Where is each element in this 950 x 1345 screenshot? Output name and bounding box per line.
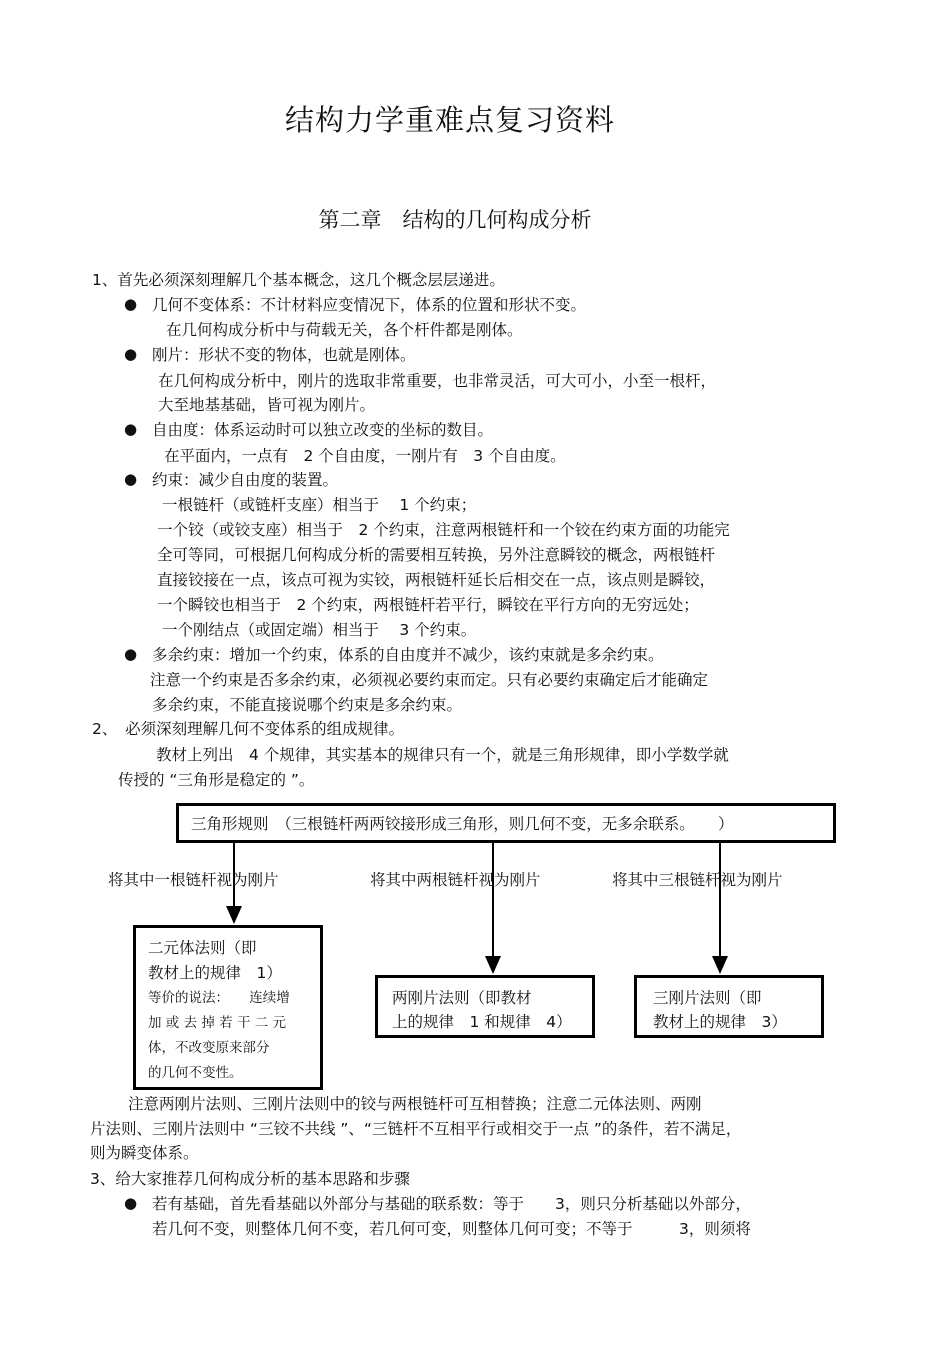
step-text: 若几何不变，则整体几何不变，若几何可变，则整体几何可变；不等于 3，则须将	[152, 1220, 751, 1238]
concept-geometric-invariant: 几何不变体系：不计材料应变情况下，体系的位置和形状不变。	[152, 296, 587, 314]
concept-constraint: 约束：减少自由度的装置。	[152, 471, 339, 489]
step-text: 若有基础，首先看基础以外部分与基础的联系数：等于 3，则只分析基础以外部分，	[152, 1195, 751, 1213]
concept-text: 在平面内，一点有 2 个自由度，一刚片有 3 个自由度。	[164, 447, 566, 465]
concept-text: 在几何构成分析中，刚片的选取非常重要，也非常灵活，可大可小，小至一根杆，	[158, 372, 717, 390]
bullet-icon: ●	[124, 645, 138, 663]
box1-line: 二元体法则（即	[148, 939, 257, 957]
box2-line: 两刚片法则（即教材	[392, 989, 532, 1007]
binary-body-rule-box	[133, 925, 323, 1090]
concept-text: 一个瞬铰也相当于 2 个约束，两根链杆若平行，瞬铰在平行方向的无穷远处；	[157, 596, 699, 614]
branch-label-3: 将其中三根链杆视为刚片	[612, 871, 783, 889]
bullet-icon: ●	[124, 295, 138, 313]
box3-line: 教材上的规律 3）	[653, 1013, 787, 1031]
concept-text: 一个铰（或铰支座）相当于 2 个约束，注意两根链杆和一个铰在约束方面的功能完	[157, 521, 730, 539]
branch-label-1: 将其中一根链杆视为刚片	[108, 871, 279, 889]
triangle-rule-box	[176, 803, 836, 843]
box3-line: 三刚片法则（即	[653, 989, 762, 1007]
section-2-heading: 2、 必须深刻理解几何不变体系的组成规律。	[92, 720, 405, 738]
bullet-icon: ●	[124, 345, 138, 363]
concept-text: 一根链杆（或链杆支座）相当于 1 个约束；	[162, 496, 477, 514]
chapter-heading: 第二章 结构的几何构成分析	[318, 208, 592, 232]
concept-redundant-constraint: 多余约束：增加一个约束，体系的自由度并不减少，该约束就是多余约束。	[152, 646, 664, 664]
concept-text: 在几何构成分析中与荷载无关，各个杆件都是刚体。	[166, 321, 523, 339]
box1-line: 教材上的规律 1）	[148, 964, 282, 982]
note-text: 片法则、三刚片法则中 “三铰不共线 ”、“三链杆不互相平行或相交于一点 ”的条件，若不满足，	[90, 1120, 742, 1138]
section-1-heading: 1、首先必须深刻理解几个基本概念，这几个概念层层递进。	[92, 271, 505, 289]
box1-note: 加 或 去 掉 若 干 二 元	[148, 1015, 287, 1031]
bullet-icon: ●	[124, 470, 138, 488]
box1-note: 的几何不变性。	[148, 1065, 243, 1081]
concept-text: 一个刚结点（或固定端）相当于 3 个约束。	[162, 621, 477, 639]
concept-text: 大至地基基础，皆可视为刚片。	[158, 396, 376, 414]
concept-text: 全可等同，可根据几何构成分析的需要相互转换，另外注意瞬铰的概念，两根链杆	[157, 546, 716, 564]
section-3-heading: 3、给大家推荐几何构成分析的基本思路和步骤	[90, 1170, 410, 1188]
three-rigid-body-rule-box	[634, 975, 824, 1038]
concept-text: 多余约束，不能直接说哪个约束是多余约束。	[152, 696, 463, 714]
box2-line: 上的规律 1 和规律 4）	[392, 1013, 572, 1031]
concept-text: 注意一个约束是否多余约束，必须视必要约束而定。只有必要约束确定后才能确定	[150, 671, 709, 689]
section-2-text: 教材上列出 4 个规律，其实基本的规律只有一个，就是三角形规律，即小学数学就	[156, 746, 729, 764]
note-text: 注意两刚片法则、三刚片法则中的铰与两根链杆可互相替换；注意二元体法则、两刚	[128, 1095, 702, 1113]
box1-note: 等价的说法： 连续增	[148, 990, 290, 1006]
document-title: 结构力学重难点复习资料	[284, 103, 615, 137]
concept-degrees-of-freedom: 自由度：体系运动时可以独立改变的坐标的数目。	[152, 421, 494, 439]
concept-rigid-body: 刚片：形状不变的物体，也就是刚体。	[152, 346, 416, 364]
concept-text: 直接铰接在一点，该点可视为实铰，两根链杆延长后相交在一点，该点则是瞬铰，	[157, 571, 716, 589]
bullet-icon: ●	[124, 1194, 138, 1212]
section-2-text: 传授的 “三角形是稳定的 ”。	[118, 771, 315, 789]
two-rigid-body-rule-box	[375, 975, 595, 1038]
note-text: 则为瞬变体系。	[90, 1144, 199, 1162]
box1-note: 体，不改变原来部分	[148, 1040, 270, 1056]
branch-label-2: 将其中两根链杆视为刚片	[370, 871, 541, 889]
bullet-icon: ●	[124, 420, 138, 438]
triangle-rule-text: 三角形规则 （三根链杆两两铰接形成三角形，则几何不变，无多余联系。 ）	[191, 815, 734, 833]
